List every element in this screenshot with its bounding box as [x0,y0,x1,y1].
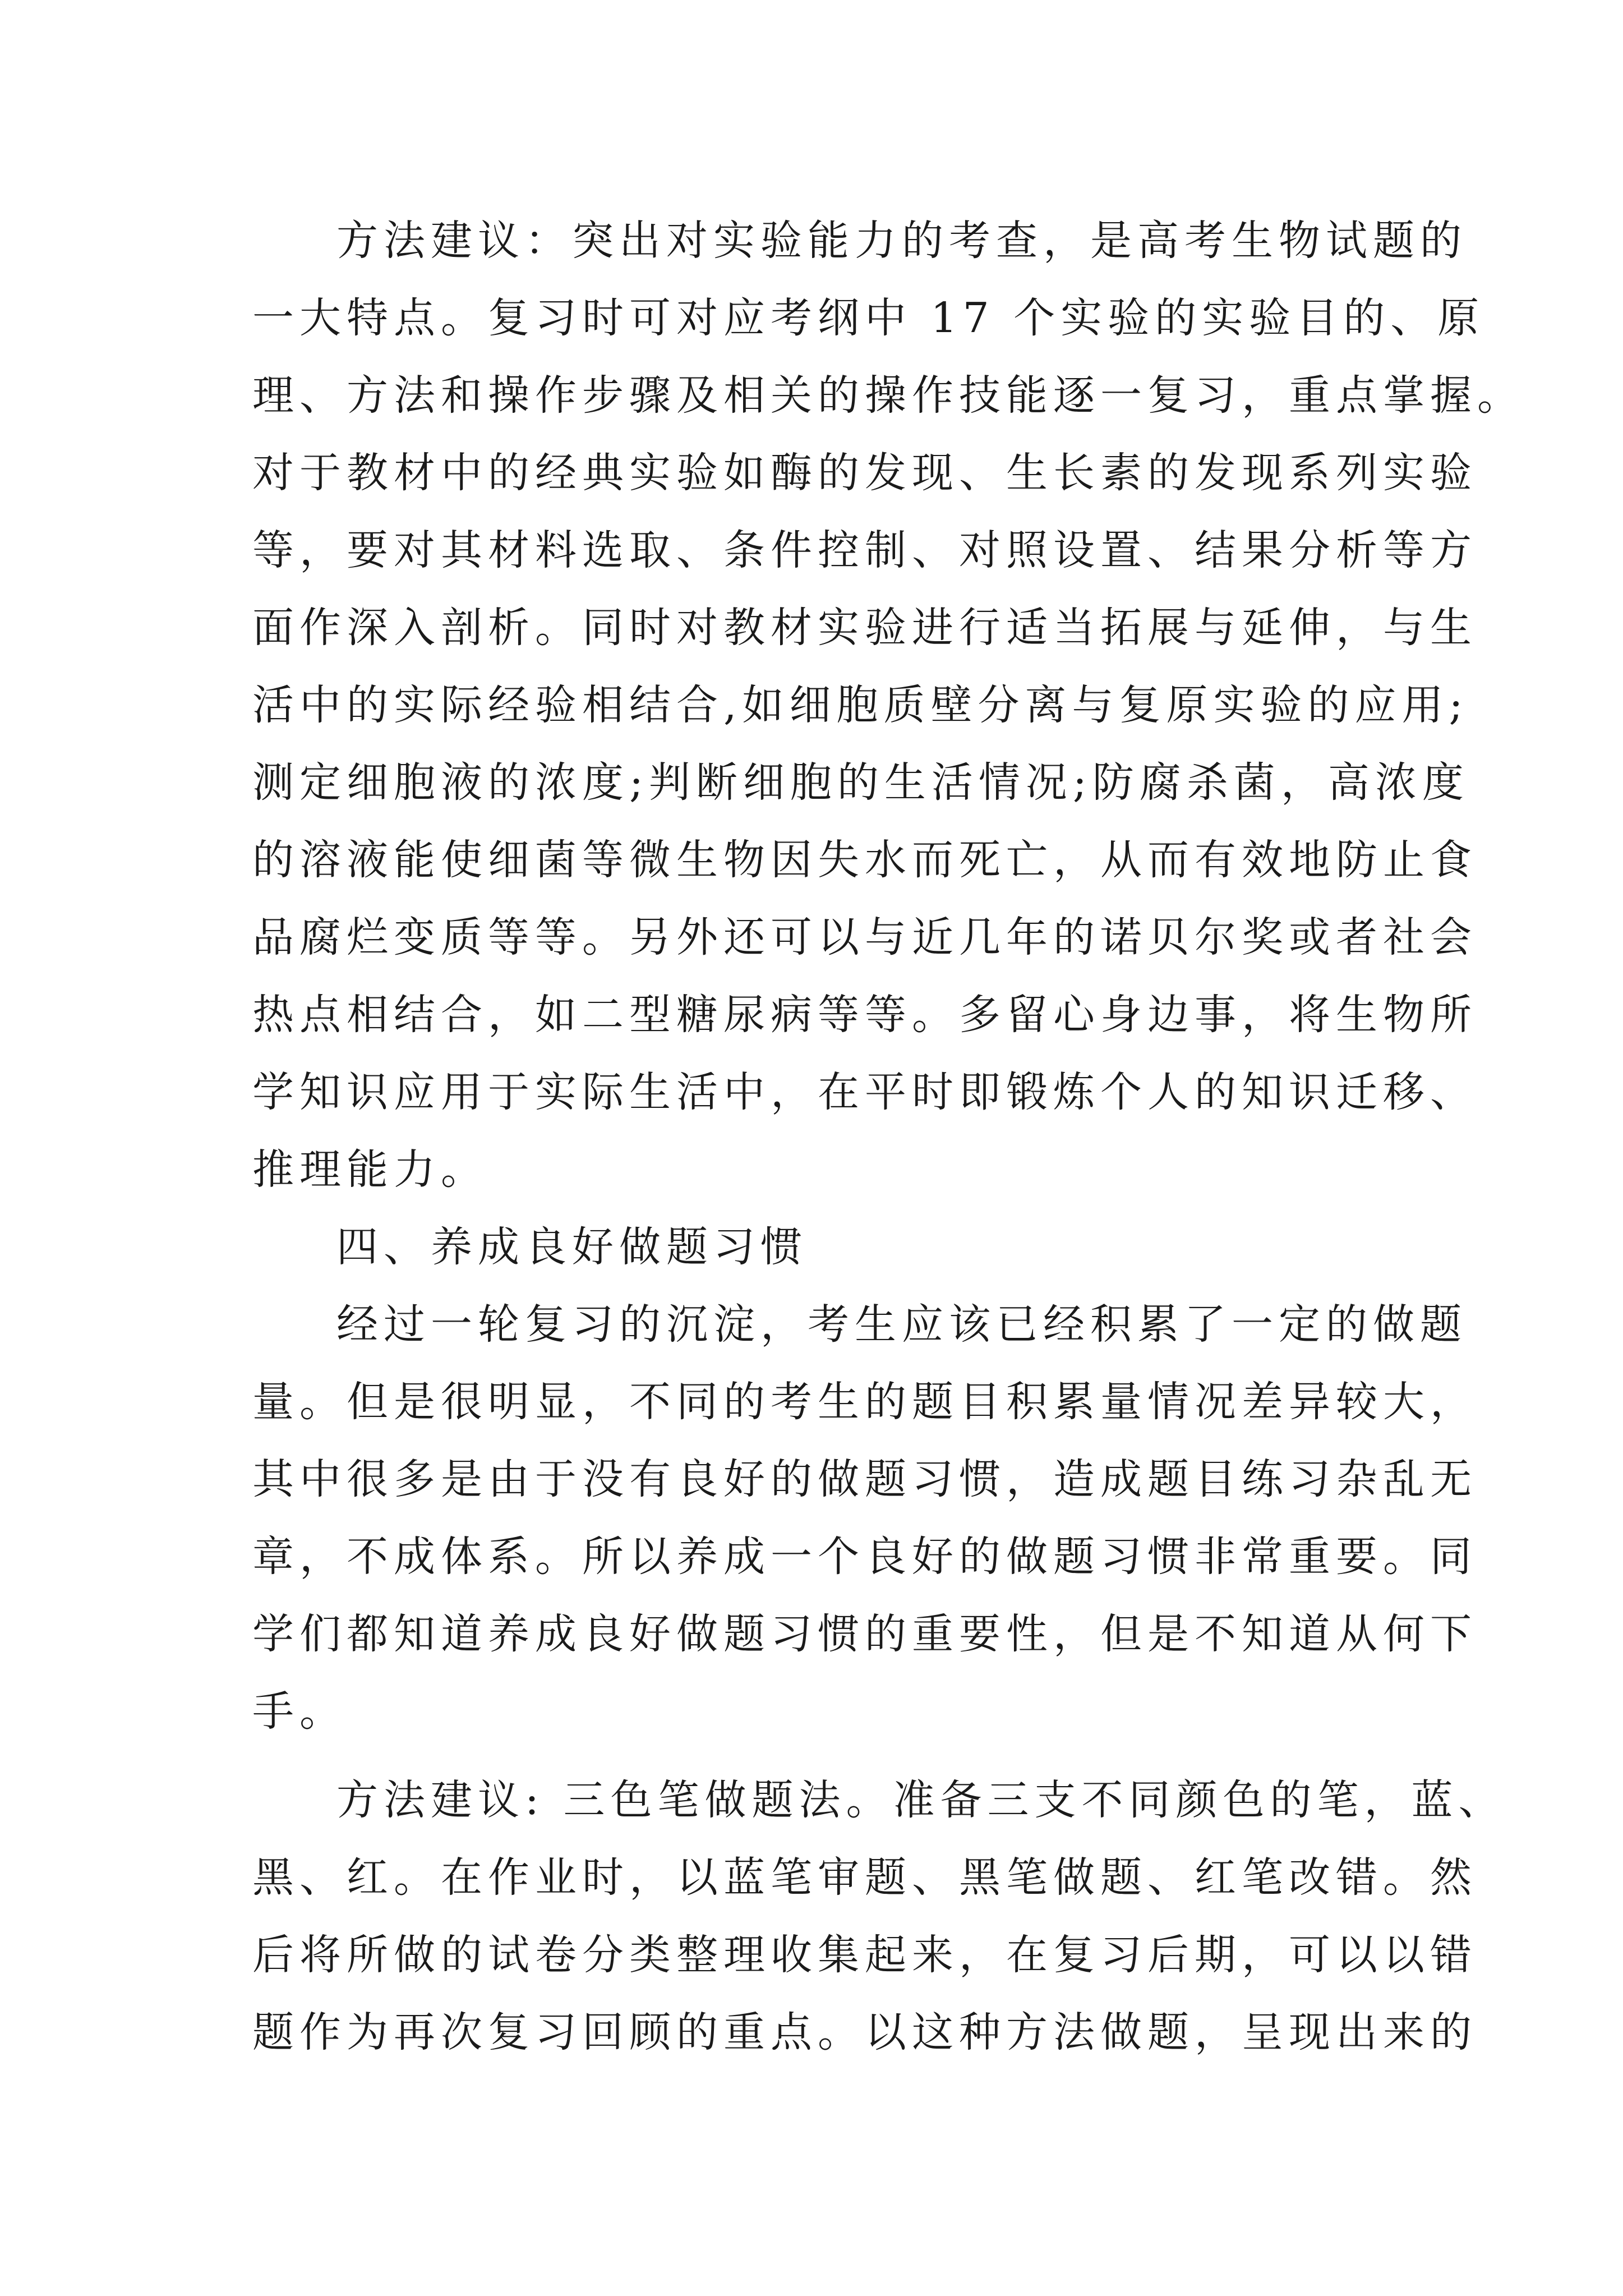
text-line: 经过一轮复习的沉淀，考生应该已经积累了一定的做题 [336,1300,1467,1349]
paragraph-gap [252,1750,1402,1761]
text-line: 方法建议: 三色笔做题法。准备三支不同颜色的笔，蓝、 [336,1776,1506,1824]
text-line: 等，要对其材料选取、条件控制、对照设置、结果分析等方 [252,526,1477,574]
text-line: 理、方法和操作步骤及相关的操作技能逐一复习，重点掌握。 [252,371,1524,420]
text-line: 后将所做的试卷分类整理收集起来，在复习后期，可以以错 [252,1931,1477,1979]
text-line: 品腐烂变质等等。另外还可以与近几年的诺贝尔奖或者社会 [252,913,1477,961]
text-line: 对于教材中的经典实验如酶的发现、生长素的发现系列实验 [252,449,1477,497]
text-line: 学知识应用于实际生活中，在平时即锻炼个人的知识迁移、 [252,1068,1477,1116]
document-body [252,202,1524,2071]
text-line: 面作深入剖析。同时对教材实验进行适当拓展与延伸，与生 [252,604,1477,652]
text-line: 题作为再次复习回顾的重点。以这种方法做题，呈现出来的 [252,2008,1477,2056]
text-line: 热点相结合，如二型糖尿病等等。多留心身边事，将生物所 [252,991,1477,1039]
text-line: 活中的实际经验相结合,如细胞质壁分离与复原实验的应用; [252,681,1469,729]
text-line: 手。 [252,1687,347,1736]
text-line: 方法建议：突出对实验能力的考查，是高考生物试题的 [336,217,1467,265]
text-line: 学们都知道养成良好做题习惯的重要性，但是不知道从何下 [252,1610,1477,1658]
text-line: 章，不成体系。所以养成一个良好的做题习惯非常重要。同 [252,1533,1477,1581]
text-line: 一大特点。复习时可对应考纲中 17 个实验的实验目的、原 [252,294,1485,342]
text-line: 黑、红。在作业时，以蓝笔审题、黑笔做题、红笔改错。然 [252,1853,1477,1902]
text-line: 的溶液能使细菌等微生物因失水而死亡，从而有效地防止食 [252,836,1477,884]
text-line: 测定细胞液的浓度;判断细胞的生活情况;防腐杀菌，高浓度 [252,758,1469,807]
section-heading: 四、养成良好做题习惯 [336,1223,808,1271]
text-line: 推理能力。 [252,1145,488,1194]
text-line: 量。但是很明显，不同的考生的题目积累量情况差异较大， [252,1378,1477,1426]
text-line: 其中很多是由于没有良好的做题习惯，造成题目练习杂乱无 [252,1455,1477,1503]
